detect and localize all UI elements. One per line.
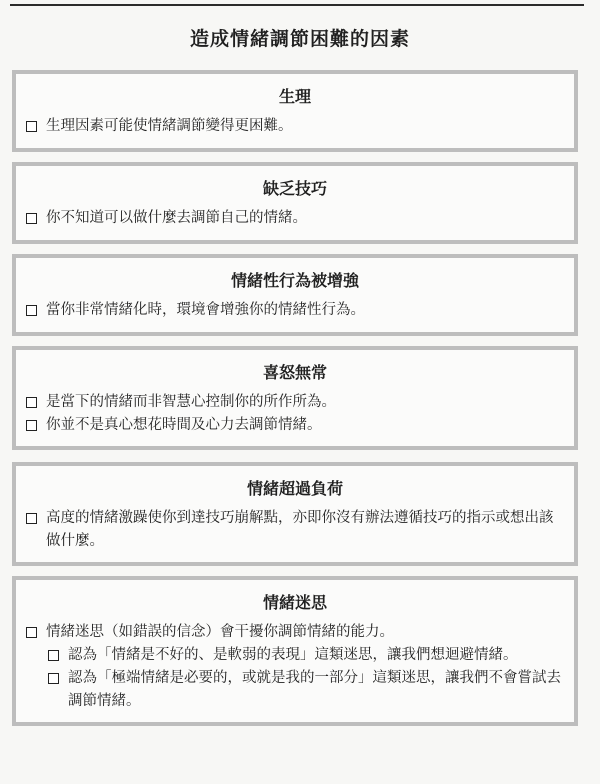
list-item	[16, 299, 574, 322]
section-heading: 生理	[278, 87, 311, 106]
item-text: 認為「情緒是不好的、是軟弱的表現」這類迷思，讓我們想迴避情緒。	[68, 647, 518, 663]
section-physiology	[12, 70, 578, 152]
checkbox-icon	[26, 513, 37, 524]
section-heading: 情緒性行為被增強	[230, 271, 359, 290]
item-text: 高度的情緒激躁使你到達技巧崩解點，亦即你沒有辦法遵循技巧的指示或想出該做什麼。	[46, 510, 554, 549]
list-item	[16, 115, 574, 138]
list-item	[16, 391, 574, 414]
page-title: 造成情緒調節困難的因素	[189, 28, 410, 50]
item-text: 是當下的情緒而非智慧心控制你的所作所為。	[46, 394, 336, 410]
section-lack-of-skills	[12, 162, 578, 244]
item-text: 你並不是真心想花時間及心力去調節情緒。	[46, 417, 322, 433]
list-item	[16, 414, 574, 437]
section-moodiness	[12, 346, 578, 450]
item-text: 你不知道可以做什麼去調節自己的情緒。	[46, 210, 307, 226]
checkbox-icon	[26, 213, 37, 224]
section-heading: 情緒迷思	[262, 593, 327, 612]
checkbox-icon	[48, 650, 59, 661]
checkbox-icon	[26, 420, 37, 431]
section-reinforced-behavior	[12, 254, 578, 336]
section-emotional-overload	[12, 462, 578, 566]
checkbox-icon	[26, 397, 37, 408]
list-item	[16, 207, 574, 230]
item-text: 生理因素可能使情緒調節變得更困難。	[46, 118, 293, 134]
section-heading: 缺乏技巧	[262, 179, 327, 198]
item-text: 當你非常情緒化時，環境會增強你的情緒性行為。	[46, 302, 365, 318]
list-item	[16, 507, 574, 553]
checkbox-icon	[48, 673, 59, 684]
top-rule	[10, 4, 584, 6]
item-text: 情緒迷思（如錯誤的信念）會干擾你調節情緒的能力。	[46, 624, 394, 640]
section-emotion-myths	[12, 576, 578, 726]
list-item	[16, 621, 574, 644]
section-heading: 情緒超過負荷	[246, 479, 343, 498]
sub-list-item	[16, 644, 574, 667]
item-text: 認為「極端情緒是必要的，或就是我的一部分」這類迷思，讓我們不會嘗試去調節情緒。	[68, 670, 561, 709]
section-heading: 喜怒無常	[262, 363, 327, 382]
checkbox-icon	[26, 121, 37, 132]
sub-list-item	[16, 667, 574, 713]
checkbox-icon	[26, 627, 37, 638]
checkbox-icon	[26, 305, 37, 316]
